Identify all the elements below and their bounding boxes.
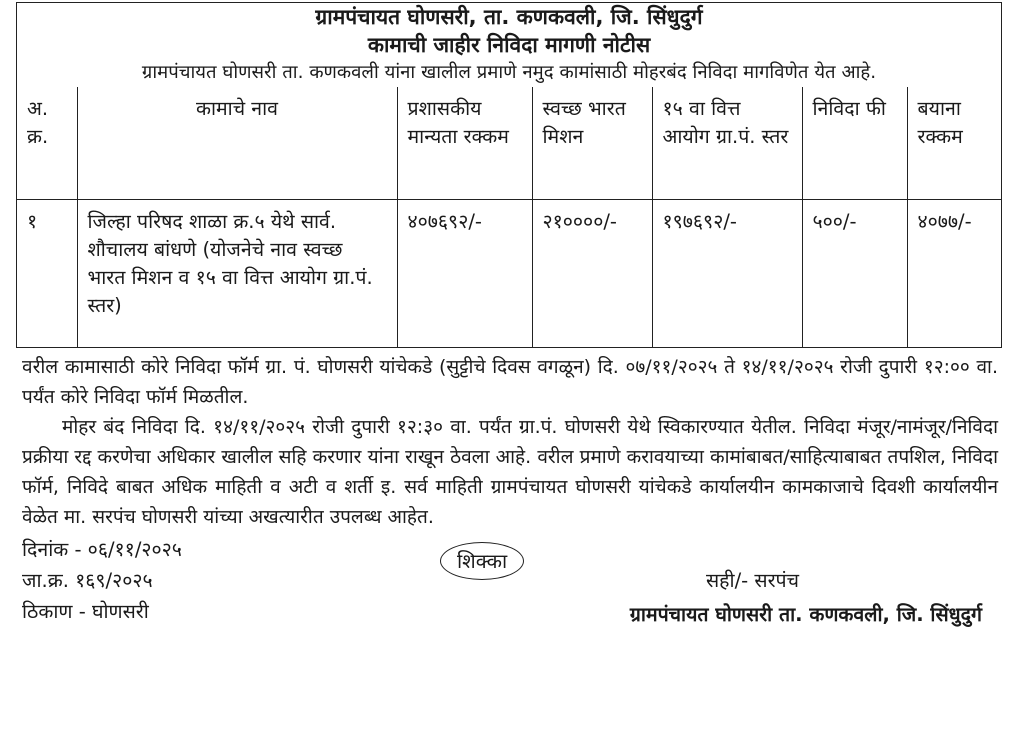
notice-header [17,3,1001,87]
footer-details [22,534,182,627]
cell-tender-fee: ५००/- [802,199,907,347]
cell-finance-commission: १९७६९२/- [652,199,802,347]
cell-earnest-money: ४०७७/- [907,199,1001,347]
notice-box [16,2,1002,348]
col-header-finance-commission: १५ वा वित्त आयोग ग्रा.पं. स्तर [652,87,802,199]
col-header-work-name: कामाचे नाव [77,87,397,199]
notice-date: दिनांक - ०६/११/२०२५ [22,538,182,561]
col-header-sr: अ. क्र. [17,87,77,199]
notice-title: कामाची जाहीर निविदा मागणी नोटीस [367,33,651,57]
signatory-office: ग्रामपंचायत घोणसरी ता. कणकवली, जि. सिंधुदुर्ग [629,603,982,626]
reference-number: जा.क्र. १६९/२०२५ [22,569,153,592]
cell-sr: १ [17,199,77,347]
notice-body [16,348,1002,532]
col-header-swachh-bharat: स्वच्छ भारत मिशन [532,87,652,199]
gram-panchayat-title: ग्रामपंचायत घोणसरी, ता. कणकवली, जि. सिंधुदुर्ग [315,5,703,29]
col-header-admin-approval: प्रशासकीय मान्यता रक्कम [397,87,532,199]
works-table [17,87,1001,347]
table-row [17,199,1001,347]
seal-stamp: शिक्का [440,542,524,580]
col-header-earnest-money: बयाना रक्कम [907,87,1001,199]
col-header-tender-fee: निविदा फी [802,87,907,199]
intro-line: ग्रामपंचायत घोणसरी ता. कणकवली यांना खालील प्रमाणे नमुद कामांसाठी मोहरबंद निविदा मागविणेत येत आहे. [141,62,877,83]
cell-swachh-bharat: २१००००/- [532,199,652,347]
cell-work-name: जिल्हा परिषद शाळा क्र.५ येथे सार्व. शौचालय बांधणे (योजनेचे नाव स्वच्छ भारत मिशन व १५ वा वित्त आयोग ग्रा.पं. स्तर) [77,199,397,347]
notice-footer [16,532,1002,650]
body-paragraph-submission: मोहर बंद निविदा दि. १४/११/२०२५ रोजी दुपारी १२:३० वा. पर्यंत ग्रा.पं. घोणसरी येथे स्विकारण्यात येतील. निविदा मंजूर/नामंजूर/निविदा प्रक्रीया रद्द करणेचा अधिकार खालील सहि करणार यांना राखून ठेवला आहे. वरील प्रमाणे करावयाच्या कामांबाबत/साहित्याबाबत तपशिल, निविदा फॉर्म, निविदे बाबत अधिक माहिती व अटी व शर्ती इ. सर्व माहिती ग्रामपंचायत घोणसरी यांचेकडे कार्यालयीन कामकाजाचे दिवशी कार्यालयीन वेळेत मा. सरपंच घोणसरी यांच्या अखत्यारीत उपलब्ध आहेत. [22,416,998,528]
notice-place: ठिकाण - घोणसरी [22,600,149,623]
body-paragraph-forms: वरील कामासाठी कोरे निविदा फॉर्म ग्रा. पं. घोणसरी यांचेकडे (सुट्टीचे दिवस वगळून) दि. ०७/११/२०२५ ते १४/११/२०२५ रोजी दुपारी १२:०० वा. पर्यंत कोरे निविदा फॉर्म मिळतील. [22,356,998,408]
table-header-row [17,87,1001,199]
cell-admin-approval: ४०७६९२/- [397,199,532,347]
signatory: सही/- सरपंच [706,569,800,592]
